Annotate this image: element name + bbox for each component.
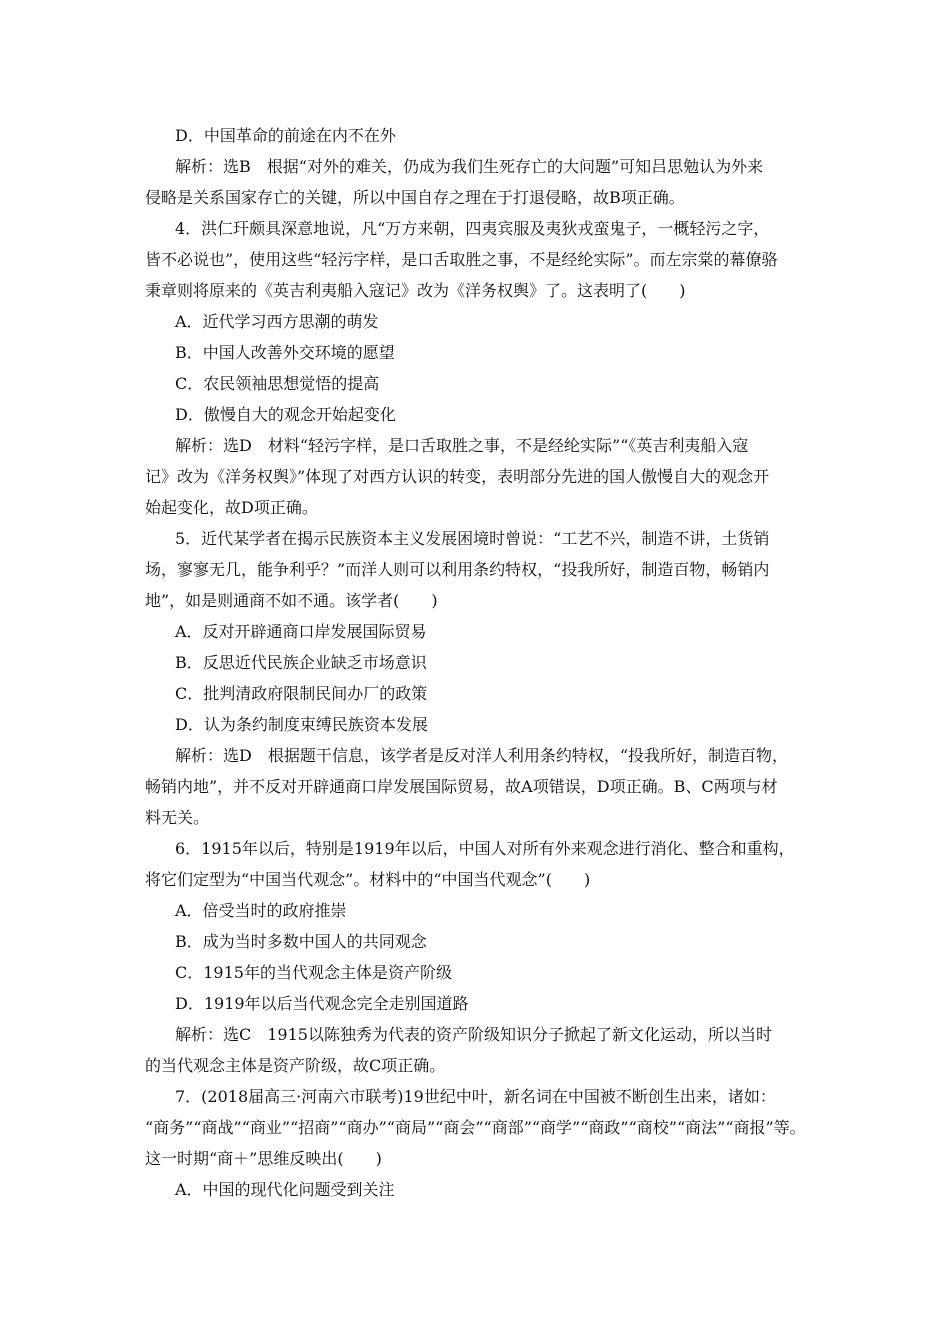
q4-option-c: C．农民领袖思想觉悟的提高: [175, 374, 380, 393]
q6-analysis-line-2: 的当代观念主体是资产阶级，故C项正确。: [145, 1056, 446, 1075]
q4-analysis-line-3: 始起变化，故D项正确。: [145, 498, 318, 517]
q4-stem-line-3: 秉章则将原来的《英吉利夷船入寇记》改为《洋务权舆》了。这表明了( ): [145, 281, 686, 300]
document-page: [145, 120, 810, 1205]
q4-analysis-line-1: 解析：选D 材料“轻污字样，是口舌取胜之事，不是经纶实际”“《英吉利夷船入寇: [175, 436, 749, 455]
q5-option-b: B．反思近代民族企业缺乏市场意识: [175, 653, 427, 672]
q7-stem-line-2: “商务”“商战”“商业”“招商”“商办”“商局”“商会”“商部”“商学”“商政”“商校”“商法”“商报”等。: [145, 1118, 806, 1137]
q7-option-a: A．中国的现代化问题受到关注: [175, 1180, 395, 1199]
q5-stem-line-2: 场，寥寥无几，能争利乎？”而洋人则可以利用条约特权，“投我所好，制造百物，畅销内: [145, 560, 770, 579]
q6-stem-line-1: 6．1915年以后，特别是1919年以后，中国人对所有外来观念进行消化、整合和重构，: [175, 839, 795, 858]
q6-option-b: B．成为当时多数中国人的共同观念: [175, 932, 427, 951]
q6-option-d: D．1919年以后当代观念完全走别国道路: [175, 994, 469, 1013]
q5-stem-line-3: 地”，如是则通商不如不通。该学者( ): [145, 591, 438, 610]
q6-analysis-line-1: 解析：选C 1915以陈独秀为代表的资产阶级知识分子掀起了新文化运动，所以当时: [175, 1025, 772, 1044]
q6-stem-line-2: 将它们定型为“中国当代观念”。材料中的“中国当代观念”( ): [145, 870, 591, 889]
q5-option-a: A．反对开辟通商口岸发展国际贸易: [175, 622, 427, 641]
q5-analysis-line-1: 解析：选D 根据题干信息，该学者是反对洋人利用条约特权，“投我所好，制造百物，: [175, 746, 789, 765]
q4-option-b: B．中国人改善外交环境的愿望: [175, 343, 395, 362]
q4-stem-line-2: 皆不必说也”，使用这些“轻污字样，是口舌取胜之事，不是经纶实际”。而左宗棠的幕僚骆: [145, 250, 778, 269]
q4-analysis-line-2: 记》改为《洋务权舆》”体现了对西方认识的转变，表明部分先进的国人傲慢自大的观念开: [145, 467, 770, 486]
q4-option-a: A．近代学习西方思潮的萌发: [175, 312, 379, 331]
q6-option-a: A．倍受当时的政府推崇: [175, 901, 347, 920]
q5-stem-line-1: 5．近代某学者在揭示民族资本主义发展困境时曾说：“工艺不兴，制造不讲，土货销: [175, 529, 770, 548]
q3-analysis-line-2: 侵略是关系国家存亡的关键，所以中国自存之理在于打退侵略，故B项正确。: [145, 188, 685, 207]
q5-option-d: D．认为条约制度束缚民族资本发展: [175, 715, 428, 734]
q4-option-d: D．傲慢自大的观念开始起变化: [175, 405, 396, 424]
q6-option-c: C．1915年的当代观念主体是资产阶级: [175, 963, 452, 982]
q7-stem-line-3: 这一时期“商＋”思维反映出( ): [145, 1149, 382, 1168]
q5-analysis-line-3: 料无关。: [145, 808, 210, 827]
q3-option-d: D．中国革命的前途在内不在外: [175, 126, 396, 145]
q3-analysis-line-1: 解析：选B 根据“对外的难关，仍成为我们生死存亡的大问题”可知吕思勉认为外来: [175, 157, 764, 176]
q5-analysis-line-2: 畅销内地”，并不反对开辟通商口岸发展国际贸易，故A项错误，D项正确。B、C两项与材: [145, 777, 778, 796]
q5-option-c: C．批判清政府限制民间办厂的政策: [175, 684, 428, 703]
q4-stem-line-1: 4．洪仁玕颇具深意地说，凡“万方来朝，四夷宾服及夷狄戎蛮鬼子，一概轻污之字，: [175, 219, 770, 238]
q7-stem-line-1: 7．(2018届高三·河南六市联考)19世纪中叶，新名词在中国被不断创生出来，诸如：: [175, 1087, 776, 1106]
